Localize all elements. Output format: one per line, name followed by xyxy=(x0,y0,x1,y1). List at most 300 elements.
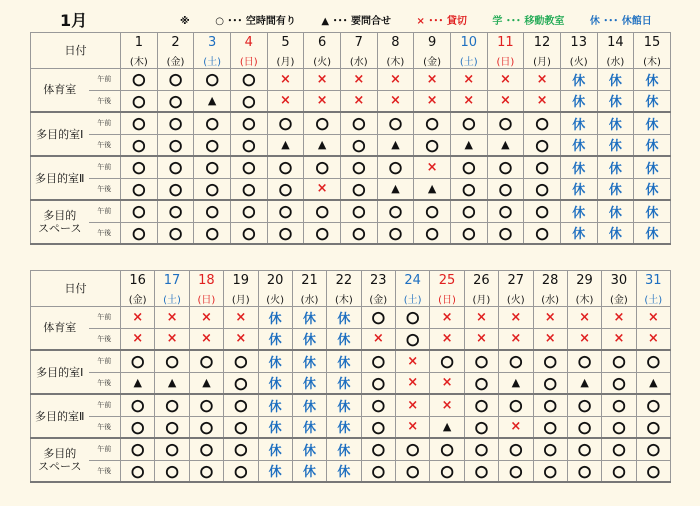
availability-cell[interactable] xyxy=(121,222,158,244)
availability-cell[interactable] xyxy=(602,416,636,438)
availability-cell[interactable] xyxy=(377,68,414,90)
availability-cell[interactable] xyxy=(230,68,267,90)
availability-cell[interactable] xyxy=(499,438,533,460)
availability-cell[interactable] xyxy=(121,134,158,156)
availability-cell[interactable] xyxy=(396,438,430,460)
inquire-mark: ▲ xyxy=(281,138,290,152)
availability-cell[interactable] xyxy=(414,112,451,134)
availability-cell[interactable] xyxy=(327,394,361,416)
available-mark xyxy=(372,377,385,392)
availability-cell[interactable] xyxy=(450,156,487,178)
availability-cell[interactable] xyxy=(304,68,341,90)
day-number: 11 xyxy=(487,33,524,53)
availability-cell[interactable] xyxy=(121,156,158,178)
availability-cell[interactable] xyxy=(121,90,158,112)
availability-cell[interactable] xyxy=(636,372,670,394)
availability-cell[interactable] xyxy=(499,306,533,328)
available-mark xyxy=(389,205,402,220)
availability-cell[interactable] xyxy=(361,372,395,394)
day-weekday: (土) xyxy=(155,291,189,307)
date-header: 日付 xyxy=(31,271,121,307)
available-mark xyxy=(499,183,512,198)
availability-cell[interactable] xyxy=(377,222,414,244)
availability-cell[interactable] xyxy=(340,178,377,200)
availability-cell[interactable] xyxy=(292,306,326,328)
availability-cell[interactable] xyxy=(304,178,341,200)
day-number: 2 xyxy=(157,33,194,53)
availability-cell[interactable] xyxy=(361,416,395,438)
availability-cell[interactable] xyxy=(267,156,304,178)
availability-cell[interactable] xyxy=(464,350,498,372)
availability-cell[interactable] xyxy=(602,460,636,482)
availability-cell[interactable] xyxy=(560,200,597,222)
availability-cell[interactable] xyxy=(524,156,561,178)
available-mark xyxy=(169,95,182,110)
facility-name: 体育室 xyxy=(31,306,89,350)
availability-cell[interactable] xyxy=(230,90,267,112)
availability-cell[interactable] xyxy=(634,156,671,178)
availability-cell[interactable] xyxy=(487,178,524,200)
availability-cell[interactable] xyxy=(430,460,464,482)
available-mark xyxy=(166,443,179,458)
availability-cell[interactable] xyxy=(499,416,533,438)
availability-cell[interactable] xyxy=(327,460,361,482)
availability-cell[interactable] xyxy=(304,222,341,244)
availability-cell[interactable] xyxy=(121,200,158,222)
availability-cell[interactable] xyxy=(533,438,567,460)
availability-cell[interactable] xyxy=(292,460,326,482)
availability-cell[interactable] xyxy=(121,328,155,350)
availability-cell[interactable] xyxy=(121,394,155,416)
availability-cell[interactable] xyxy=(292,416,326,438)
availability-cell[interactable] xyxy=(157,112,194,134)
availability-cell[interactable] xyxy=(258,438,292,460)
availability-cell[interactable] xyxy=(327,328,361,350)
availability-cell[interactable] xyxy=(327,350,361,372)
closed-mark: 休 xyxy=(303,377,317,393)
availability-cell[interactable] xyxy=(464,460,498,482)
table-row xyxy=(31,350,671,372)
availability-cell[interactable] xyxy=(487,112,524,134)
availability-cell[interactable] xyxy=(560,222,597,244)
reserved-mark: × xyxy=(132,309,144,325)
availability-cell[interactable] xyxy=(304,156,341,178)
availability-cell[interactable] xyxy=(567,372,601,394)
availability-cell[interactable] xyxy=(597,200,634,222)
available-mark xyxy=(544,399,557,414)
availability-cell[interactable] xyxy=(224,460,258,482)
availability-cell[interactable] xyxy=(597,222,634,244)
availability-cell[interactable] xyxy=(597,134,634,156)
availability-cell[interactable] xyxy=(189,394,223,416)
availability-cell[interactable] xyxy=(121,112,158,134)
availability-cell[interactable] xyxy=(499,350,533,372)
availability-cell[interactable] xyxy=(487,156,524,178)
availability-cell[interactable] xyxy=(636,306,670,328)
availability-cell[interactable] xyxy=(258,306,292,328)
availability-cell[interactable] xyxy=(121,460,155,482)
availability-cell[interactable] xyxy=(224,350,258,372)
availability-cell[interactable] xyxy=(634,200,671,222)
availability-cell[interactable] xyxy=(430,372,464,394)
availability-cell[interactable] xyxy=(340,156,377,178)
availability-cell[interactable] xyxy=(230,200,267,222)
availability-cell[interactable] xyxy=(560,68,597,90)
availability-cell[interactable] xyxy=(155,350,189,372)
availability-cell[interactable] xyxy=(487,222,524,244)
closed-mark: 休 xyxy=(268,465,282,481)
day-weekday: (水) xyxy=(340,53,377,69)
availability-cell[interactable] xyxy=(533,372,567,394)
availability-cell[interactable] xyxy=(533,460,567,482)
availability-cell[interactable] xyxy=(157,156,194,178)
availability-cell[interactable] xyxy=(597,90,634,112)
availability-cell[interactable] xyxy=(292,438,326,460)
available-mark xyxy=(242,161,255,176)
available-mark xyxy=(499,161,512,176)
availability-cell[interactable] xyxy=(157,68,194,90)
availability-cell[interactable] xyxy=(327,372,361,394)
availability-cell[interactable] xyxy=(487,200,524,222)
availability-cell[interactable] xyxy=(636,350,670,372)
availability-cell[interactable] xyxy=(377,156,414,178)
availability-cell[interactable] xyxy=(258,372,292,394)
availability-cell[interactable] xyxy=(414,134,451,156)
availability-cell[interactable] xyxy=(327,306,361,328)
availability-cell[interactable] xyxy=(377,178,414,200)
availability-cell[interactable] xyxy=(396,328,430,350)
availability-cell[interactable] xyxy=(524,112,561,134)
available-mark xyxy=(316,117,329,132)
day-number: 4 xyxy=(230,33,267,53)
availability-cell[interactable] xyxy=(327,438,361,460)
availability-cell[interactable] xyxy=(224,416,258,438)
availability-cell[interactable] xyxy=(636,460,670,482)
availability-cell[interactable] xyxy=(292,372,326,394)
reserved-mark: × xyxy=(463,93,475,109)
availability-cell[interactable] xyxy=(194,156,231,178)
availability-cell[interactable] xyxy=(327,416,361,438)
availability-cell[interactable] xyxy=(194,90,231,112)
availability-cell[interactable] xyxy=(258,416,292,438)
availability-cell[interactable] xyxy=(224,438,258,460)
availability-cell[interactable] xyxy=(157,222,194,244)
availability-cell[interactable] xyxy=(524,222,561,244)
availability-cell[interactable] xyxy=(499,372,533,394)
availability-cell[interactable] xyxy=(155,328,189,350)
availability-cell[interactable] xyxy=(567,394,601,416)
availability-cell[interactable] xyxy=(636,328,670,350)
availability-cell[interactable] xyxy=(634,178,671,200)
availability-cell[interactable] xyxy=(524,200,561,222)
availability-cell[interactable] xyxy=(450,222,487,244)
table-row xyxy=(31,306,671,328)
availability-cell[interactable] xyxy=(396,460,430,482)
availability-cell[interactable] xyxy=(533,416,567,438)
availability-cell[interactable] xyxy=(414,90,451,112)
available-mark xyxy=(132,117,145,132)
closed-mark: 休 xyxy=(645,95,659,111)
availability-cell[interactable] xyxy=(487,90,524,112)
availability-cell[interactable] xyxy=(155,394,189,416)
availability-cell[interactable] xyxy=(450,68,487,90)
availability-cell[interactable] xyxy=(361,350,395,372)
availability-cell[interactable] xyxy=(340,222,377,244)
availability-cell[interactable] xyxy=(499,460,533,482)
availability-cell[interactable] xyxy=(487,134,524,156)
availability-cell[interactable] xyxy=(304,112,341,134)
availability-cell[interactable] xyxy=(499,394,533,416)
availability-cell[interactable] xyxy=(524,134,561,156)
availability-cell[interactable] xyxy=(430,438,464,460)
availability-cell[interactable] xyxy=(340,68,377,90)
availability-cell[interactable] xyxy=(499,328,533,350)
availability-cell[interactable] xyxy=(602,394,636,416)
available-mark xyxy=(200,421,213,436)
availability-cell[interactable] xyxy=(560,178,597,200)
availability-cell[interactable] xyxy=(194,112,231,134)
closed-mark: 休 xyxy=(337,443,351,459)
availability-cell[interactable] xyxy=(464,394,498,416)
availability-cell[interactable] xyxy=(602,438,636,460)
available-mark xyxy=(406,333,419,348)
availability-cell[interactable] xyxy=(560,156,597,178)
availability-cell[interactable] xyxy=(450,90,487,112)
day-number: 27 xyxy=(499,271,533,291)
availability-cell[interactable] xyxy=(602,306,636,328)
availability-cell[interactable] xyxy=(533,394,567,416)
availability-cell[interactable] xyxy=(292,350,326,372)
availability-cell[interactable] xyxy=(634,222,671,244)
availability-cell[interactable] xyxy=(597,112,634,134)
availability-cell[interactable] xyxy=(258,460,292,482)
availability-cell[interactable] xyxy=(567,416,601,438)
availability-cell[interactable] xyxy=(292,394,326,416)
available-mark xyxy=(647,421,660,436)
closed-mark: 休 xyxy=(572,117,586,133)
availability-cell[interactable] xyxy=(524,178,561,200)
slot-am: 午前 xyxy=(89,156,121,178)
availability-cell[interactable] xyxy=(567,328,601,350)
availability-cell[interactable] xyxy=(450,134,487,156)
availability-cell[interactable] xyxy=(194,68,231,90)
availability-cell[interactable] xyxy=(430,328,464,350)
availability-cell[interactable] xyxy=(304,134,341,156)
availability-cell[interactable] xyxy=(230,222,267,244)
available-mark xyxy=(242,183,255,198)
availability-cell[interactable] xyxy=(533,350,567,372)
availability-cell[interactable] xyxy=(430,416,464,438)
availability-cell[interactable] xyxy=(634,134,671,156)
availability-cell[interactable] xyxy=(450,112,487,134)
availability-cell[interactable] xyxy=(194,134,231,156)
availability-cell[interactable] xyxy=(396,372,430,394)
availability-cell[interactable] xyxy=(189,328,223,350)
availability-cell[interactable] xyxy=(267,68,304,90)
closed-mark: 休 xyxy=(268,399,282,415)
reserved-mark: × xyxy=(579,331,591,347)
availability-cell[interactable] xyxy=(414,222,451,244)
available-mark xyxy=(441,443,454,458)
availability-cell[interactable] xyxy=(361,394,395,416)
availability-cell[interactable] xyxy=(567,350,601,372)
available-mark xyxy=(206,227,219,242)
availability-cell[interactable] xyxy=(157,134,194,156)
availability-cell[interactable] xyxy=(560,90,597,112)
available-mark xyxy=(352,227,365,242)
availability-cell[interactable] xyxy=(567,306,601,328)
availability-cell[interactable] xyxy=(189,460,223,482)
table-row xyxy=(31,372,671,394)
availability-cell[interactable] xyxy=(230,156,267,178)
availability-cell[interactable] xyxy=(292,328,326,350)
availability-cell[interactable] xyxy=(464,306,498,328)
availability-cell[interactable] xyxy=(230,134,267,156)
reserved-mark: × xyxy=(200,331,212,347)
availability-cell[interactable] xyxy=(634,90,671,112)
availability-cell[interactable] xyxy=(636,438,670,460)
availability-cell[interactable] xyxy=(597,68,634,90)
availability-cell[interactable] xyxy=(567,438,601,460)
inquire-mark: ▲ xyxy=(427,182,437,196)
availability-cell[interactable] xyxy=(464,416,498,438)
available-mark xyxy=(234,421,247,436)
availability-cell[interactable] xyxy=(450,178,487,200)
availability-cell[interactable] xyxy=(155,460,189,482)
availability-cell[interactable] xyxy=(121,416,155,438)
availability-cell[interactable] xyxy=(361,328,395,350)
availability-cell[interactable] xyxy=(267,90,304,112)
availability-cell[interactable] xyxy=(230,178,267,200)
availability-cell[interactable] xyxy=(464,372,498,394)
reserved-mark: × xyxy=(647,309,659,325)
availability-cell[interactable] xyxy=(560,112,597,134)
availability-cell[interactable] xyxy=(636,416,670,438)
availability-cell[interactable] xyxy=(267,134,304,156)
availability-cell[interactable] xyxy=(430,394,464,416)
availability-cell[interactable] xyxy=(194,178,231,200)
availability-cell[interactable] xyxy=(377,112,414,134)
availability-cell[interactable] xyxy=(340,134,377,156)
availability-cell[interactable] xyxy=(533,328,567,350)
availability-cell[interactable] xyxy=(361,460,395,482)
table-row xyxy=(31,460,671,482)
availability-cell[interactable] xyxy=(340,90,377,112)
availability-cell[interactable] xyxy=(121,372,155,394)
availability-cell[interactable] xyxy=(258,350,292,372)
availability-cell[interactable] xyxy=(430,306,464,328)
availability-cell[interactable] xyxy=(377,134,414,156)
availability-cell[interactable] xyxy=(464,328,498,350)
availability-cell[interactable] xyxy=(121,178,158,200)
availability-cell[interactable] xyxy=(450,200,487,222)
availability-cell[interactable] xyxy=(194,222,231,244)
availability-cell[interactable] xyxy=(602,372,636,394)
availability-cell[interactable] xyxy=(267,112,304,134)
availability-cell[interactable] xyxy=(224,372,258,394)
availability-cell[interactable] xyxy=(121,438,155,460)
availability-cell[interactable] xyxy=(524,68,561,90)
availability-cell[interactable] xyxy=(377,200,414,222)
availability-cell[interactable] xyxy=(224,306,258,328)
availability-cell[interactable] xyxy=(396,306,430,328)
availability-cell[interactable] xyxy=(567,460,601,482)
availability-cell[interactable] xyxy=(304,200,341,222)
available-mark xyxy=(406,443,419,458)
day-number: 14 xyxy=(597,33,634,53)
availability-cell[interactable] xyxy=(602,350,636,372)
availability-cell[interactable] xyxy=(340,112,377,134)
availability-cell[interactable] xyxy=(487,68,524,90)
availability-cell[interactable] xyxy=(396,394,430,416)
availability-cell[interactable] xyxy=(258,394,292,416)
availability-cell[interactable] xyxy=(157,200,194,222)
availability-cell[interactable] xyxy=(414,156,451,178)
availability-cell[interactable] xyxy=(414,200,451,222)
availability-cell[interactable] xyxy=(189,372,223,394)
availability-cell[interactable] xyxy=(189,306,223,328)
availability-cell[interactable] xyxy=(361,306,395,328)
availability-cell[interactable] xyxy=(597,156,634,178)
availability-cell[interactable] xyxy=(194,200,231,222)
availability-cell[interactable] xyxy=(396,350,430,372)
availability-cell[interactable] xyxy=(396,416,430,438)
availability-cell[interactable] xyxy=(304,90,341,112)
availability-cell[interactable] xyxy=(464,438,498,460)
availability-cell[interactable] xyxy=(361,438,395,460)
availability-cell[interactable] xyxy=(634,112,671,134)
available-mark xyxy=(169,161,182,176)
availability-cell[interactable] xyxy=(121,306,155,328)
availability-cell[interactable] xyxy=(121,350,155,372)
availability-cell[interactable] xyxy=(155,372,189,394)
availability-cell[interactable] xyxy=(414,68,451,90)
availability-cell[interactable] xyxy=(155,416,189,438)
availability-cell[interactable] xyxy=(189,350,223,372)
availability-cell[interactable] xyxy=(414,178,451,200)
availability-cell[interactable] xyxy=(267,222,304,244)
availability-cell[interactable] xyxy=(340,200,377,222)
day-weekday: (木) xyxy=(121,53,158,69)
availability-cell[interactable] xyxy=(189,438,223,460)
availability-cell[interactable] xyxy=(155,306,189,328)
availability-cell[interactable] xyxy=(121,68,158,90)
availability-cell[interactable] xyxy=(224,328,258,350)
available-mark xyxy=(475,399,488,414)
availability-cell[interactable] xyxy=(430,350,464,372)
available-mark xyxy=(132,205,145,220)
availability-cell[interactable] xyxy=(597,178,634,200)
available-mark xyxy=(389,117,402,132)
day-number: 28 xyxy=(533,271,567,291)
availability-cell[interactable] xyxy=(155,438,189,460)
availability-cell[interactable] xyxy=(634,68,671,90)
availability-cell[interactable] xyxy=(524,90,561,112)
availability-cell[interactable] xyxy=(189,416,223,438)
availability-cell[interactable] xyxy=(224,394,258,416)
availability-cell[interactable] xyxy=(258,328,292,350)
availability-cell[interactable] xyxy=(636,394,670,416)
availability-cell[interactable] xyxy=(267,178,304,200)
availability-cell[interactable] xyxy=(157,178,194,200)
availability-cell[interactable] xyxy=(533,306,567,328)
availability-cell[interactable] xyxy=(157,90,194,112)
availability-cell[interactable] xyxy=(377,90,414,112)
availability-cell[interactable] xyxy=(560,134,597,156)
availability-cell[interactable] xyxy=(267,200,304,222)
availability-cell[interactable] xyxy=(602,328,636,350)
availability-cell[interactable] xyxy=(230,112,267,134)
